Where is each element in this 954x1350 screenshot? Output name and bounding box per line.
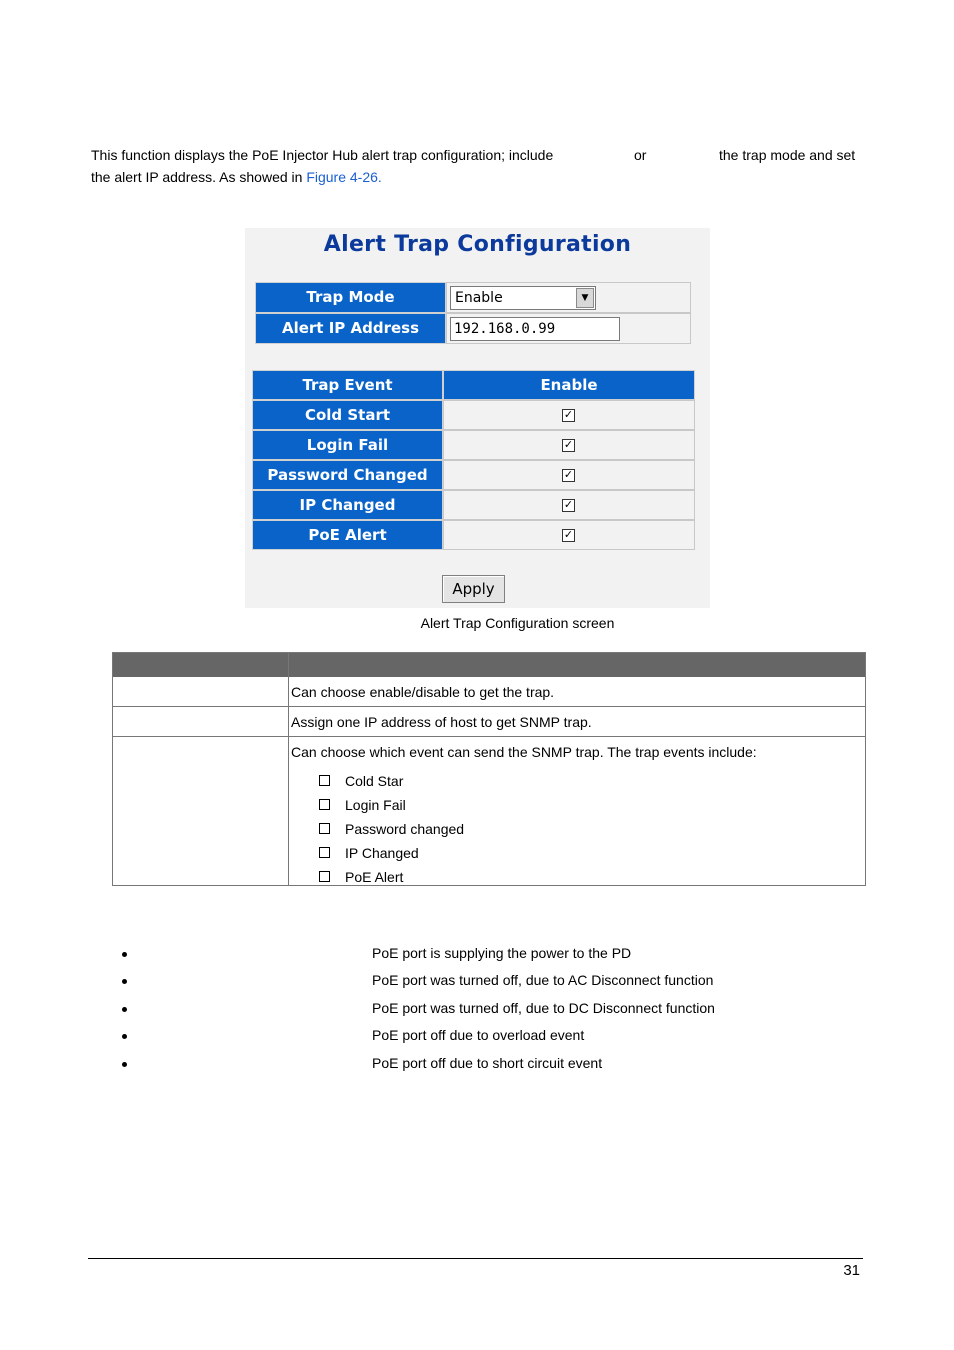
list-bullet	[319, 799, 330, 810]
trap-mode-select[interactable]	[450, 286, 596, 310]
intro-text-3: the alert IP address. As showed in Figure 4-26.	[91, 169, 382, 185]
event-label-ip-changed: IP Changed	[252, 490, 443, 520]
desc-alert-ip: Assign one IP address of host to get SNMP trap.	[291, 714, 592, 730]
event-row	[443, 430, 695, 460]
desc-trap-mode: Can choose enable/disable to get the trap.	[291, 684, 555, 700]
list-bullet	[319, 775, 330, 786]
intro-text-or: or	[634, 147, 647, 163]
column-divider	[288, 653, 289, 885]
trap-mode-value: Enable	[455, 290, 503, 306]
poe-alert-checkbox[interactable]: ✓	[563, 529, 574, 541]
apply-button[interactable]: Apply	[442, 575, 505, 603]
event-label-login-fail: Login Fail	[252, 430, 443, 460]
row-divider	[113, 736, 865, 737]
list-item: PoE Alert	[345, 869, 404, 885]
list-item: PoE port was turned off, due to AC Disconnect function	[122, 972, 822, 992]
list-item: IP Changed	[345, 845, 419, 861]
row-divider	[113, 706, 865, 707]
event-label-password-changed: Password Changed	[252, 460, 443, 490]
list-item: Login Fail	[345, 797, 406, 813]
desc-trap-event: Can choose which event can send the SNMP trap. The trap events include:	[291, 744, 757, 760]
alert-ip-input[interactable]: 192.168.0.99	[450, 317, 620, 341]
list-item: Cold Star	[345, 773, 404, 789]
list-bullet	[319, 823, 330, 834]
intro-text-2: the trap mode and set	[719, 147, 856, 163]
event-label-poe-alert: PoE Alert	[252, 520, 443, 550]
list-item: PoE port off due to short circuit event	[122, 1055, 822, 1075]
password-changed-checkbox[interactable]: ✓	[563, 469, 574, 481]
list-item: PoE port off due to overload event	[122, 1027, 822, 1047]
list-bullet	[319, 871, 330, 882]
figure-link[interactable]: Figure 4-26	[306, 169, 378, 185]
alert-ip-cell	[446, 313, 691, 344]
event-row	[443, 460, 695, 490]
event-label-cold-start: Cold Start	[252, 400, 443, 430]
bullet-dot	[122, 979, 127, 984]
figure-caption: Alert Trap Configuration screen	[420, 615, 615, 631]
trap-event-header: Trap Event	[252, 370, 443, 400]
list-item: PoE port is supplying the power to the PD	[122, 945, 822, 965]
list-item: Password changed	[345, 821, 465, 837]
intro-text-1: This function displays the PoE Injector Hub alert trap configuration; include	[91, 147, 554, 163]
list-bullet	[319, 847, 330, 858]
bullet-dot	[122, 1034, 127, 1039]
login-fail-checkbox[interactable]: ✓	[563, 439, 574, 451]
bullet-dot	[122, 1062, 127, 1067]
enable-header: Enable	[443, 370, 695, 400]
alert-trap-panel	[245, 228, 710, 608]
table-header	[113, 653, 865, 677]
event-row	[443, 520, 695, 550]
panel-title: Alert Trap Configuration	[323, 232, 632, 257]
alert-ip-label: Alert IP Address	[255, 313, 446, 344]
ip-changed-checkbox[interactable]: ✓	[563, 499, 574, 511]
event-row	[443, 490, 695, 520]
trap-mode-label: Trap Mode	[255, 282, 446, 313]
trap-mode-cell	[446, 282, 691, 313]
chevron-down-icon[interactable]: ▼	[576, 288, 594, 308]
bullet-dot	[122, 952, 127, 957]
page-number: 31	[843, 1262, 860, 1279]
cold-start-checkbox[interactable]: ✓	[563, 409, 574, 421]
bullet-dot	[122, 1007, 127, 1012]
list-item: PoE port was turned off, due to DC Disconnect function	[122, 1000, 822, 1020]
event-row	[443, 400, 695, 430]
footer-divider	[88, 1258, 863, 1259]
description-table	[112, 652, 866, 886]
